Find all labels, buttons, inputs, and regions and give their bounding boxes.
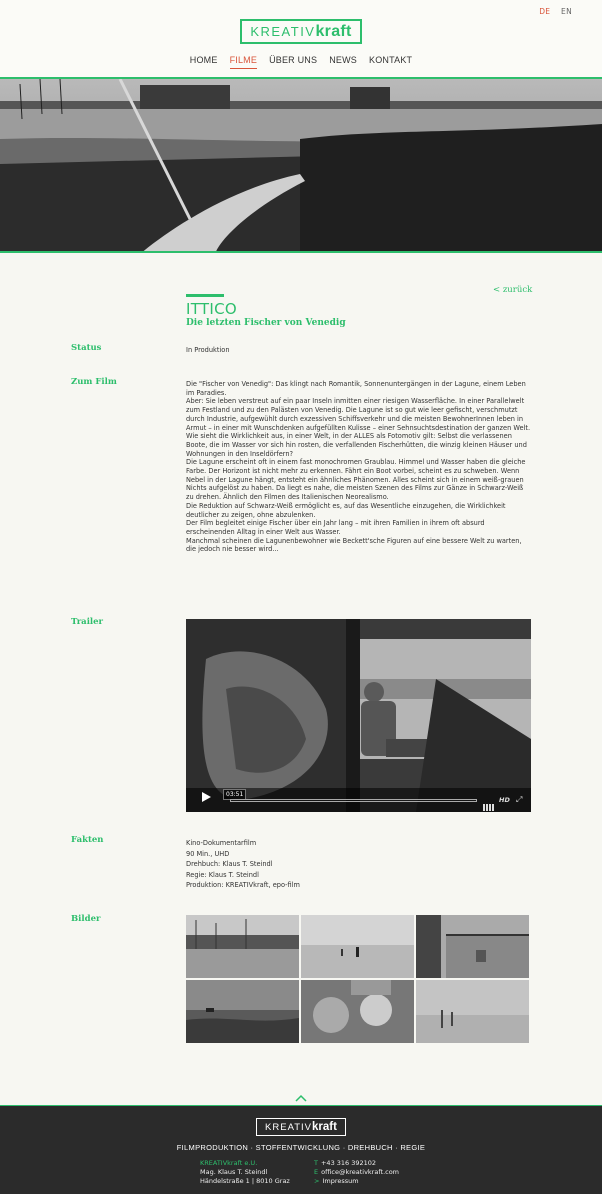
facts-list (186, 838, 300, 891)
nav-news[interactable]: NEWS (329, 55, 357, 65)
video-duration: 03:51 (223, 789, 246, 800)
story-paragraph: Manchmal scheinen die Lagunenbewohner wie Beckett'sche Figuren auf eine bessere Welt zu warten, die jedoch nie besser wird... (186, 536, 522, 554)
status-label: Status (71, 343, 102, 353)
story-paragraph: Wie sieht die Wirklichkeit aus, in einer Welt, in der ALLES als Fotomotiv gilt: Selbst die verlassenen Boote, die im Wasser vor sich hin rosten, die verfallenden Fischerhütten, die winzig kleinen Häuser und Wohnungen in den Inseldörfern? (186, 432, 527, 458)
email-link[interactable]: office@kreativkraft.com (321, 1168, 400, 1176)
gallery-image[interactable] (186, 915, 299, 978)
film-description-label: Zum Film (71, 377, 117, 387)
facts-label: Fakten (71, 835, 104, 845)
contact-person: Mag. Klaus T. Steindl (200, 1168, 268, 1176)
nav-ueber-uns[interactable]: ÜBER UNS (269, 55, 318, 65)
footer-services: FILMPRODUKTION · STOFFENTWICKLUNG · DREHBUCH · REGIE (176, 1143, 426, 1152)
volume-icon[interactable] (483, 796, 495, 803)
fact-item: Produktion: KREATIVkraft, epo-film (186, 881, 300, 889)
fact-item: Drehbuch: Klaus T. Steindl (186, 860, 273, 868)
back-link[interactable]: < zurück (493, 285, 533, 295)
story-paragraph: Die "Fischer von Venedig": Das klingt nach Romantik, Sonnenuntergängen in der Lagune, einem Leben im Paradies. (186, 380, 526, 397)
language-switcher (531, 7, 572, 16)
trailer-video-player[interactable] (186, 619, 531, 812)
images-label: Bilder (71, 914, 101, 924)
film-subtitle: Die letzten Fischer von Venedig (186, 318, 346, 328)
lang-en[interactable]: EN (561, 7, 572, 16)
footer-address (200, 1159, 290, 1186)
street-address: Händelstraße 1 | 8010 Graz (200, 1177, 290, 1185)
hd-toggle[interactable]: HD (499, 796, 510, 804)
phone-link[interactable]: +43 316 392102 (320, 1159, 377, 1167)
play-icon[interactable] (202, 792, 211, 802)
logo-text-bold: kraft (315, 22, 352, 40)
nav-kontakt[interactable]: KONTAKT (369, 55, 413, 65)
video-frame (186, 619, 531, 812)
status-value: In Produktion (186, 346, 230, 354)
lang-de[interactable]: DE (539, 7, 551, 16)
gallery-image[interactable] (301, 980, 414, 1043)
story-paragraph: Aber: Sie leben verstreut auf ein paar Inseln inmitten einer riesigen Wasserfläche. In einer Parallelwelt zum Festland und zu den Palästen von Venedig. Die Lagune ist so gut wie leer gefischt, verschmutzt durch Industrie, aufgewühlt durch exzessiven Schiffsverkehr und die meisten BewohnerInnen leben in Armut – in einer mit Wunschdenken aufgefüllten Kulisse – einer Sehnsuchtsdestination der ganzen Welt. (186, 397, 531, 432)
video-progress-bar[interactable] (230, 799, 477, 802)
phone-prefix: T (314, 1159, 318, 1167)
hero-image (0, 79, 602, 251)
footer-logo-bold: kraft (312, 1121, 337, 1133)
hero-divider (0, 251, 602, 253)
hero-photo (0, 79, 602, 251)
nav-home[interactable]: HOME (189, 55, 218, 65)
site-header (0, 0, 602, 78)
gallery-image[interactable] (416, 915, 529, 978)
film-title: ITTICO (186, 300, 237, 318)
email-prefix: E (314, 1168, 319, 1176)
imprint-prefix: > (314, 1177, 320, 1185)
fact-item: 90 Min., UHD (186, 849, 230, 858)
gallery-image[interactable] (186, 980, 299, 1043)
trailer-label: Trailer (71, 617, 104, 627)
imprint-link[interactable]: Impressum (322, 1177, 359, 1185)
story-paragraph: Der Film begleitet einige Fischer über ein Jahr lang – mit ihren Familien in ihrem oft absurd erscheinenden Alltag in einer Welt aus Wasser. (186, 519, 485, 536)
site-footer (0, 1106, 602, 1194)
story-paragraph: Die Reduktion auf Schwarz-Weiß ermöglicht es, auf das Wesentliche einzugehen, die Wirklichkeit deutlicher zu zeigen, ohne abzulenken. (186, 501, 506, 519)
gallery-image[interactable] (416, 980, 529, 1043)
footer-logo[interactable] (256, 1118, 346, 1136)
site-logo[interactable] (240, 19, 362, 44)
company-name: KREATIVkraft e.U. (200, 1159, 258, 1167)
scroll-top-icon[interactable] (295, 1092, 307, 1104)
footer-contact (314, 1159, 399, 1186)
film-description (186, 380, 531, 554)
fact-item: Kino-Dokumentarfilm (186, 839, 257, 847)
title-accent-bar (186, 294, 224, 297)
fact-item: Regie: Klaus T. Steindl (186, 870, 259, 879)
story-paragraph: Die Lagune erscheint oft in einem fast monochromen Graublau. Himmel und Wasser haben die gleiche Farbe. Der Horizont ist nicht mehr zu erkennen. Fährt ein Boot vorbei, scheint es zu schweben. Wenn Nebel in der Lagune hängt, entsteht ein ähnliches Phänomen. Alles scheint sich in einem weiß-grauen Nichts aufgelöst zu haben. Da liegt es nahe, die meisten Szenen des Films zur Gänze in Schwarz-Weiß zu drehen. Ähnlich den Filmen des Italienischen Neorealismo. (186, 458, 526, 502)
main-nav (0, 55, 602, 69)
fullscreen-icon[interactable]: ⤢ (516, 795, 523, 804)
image-gallery (186, 915, 531, 1043)
gallery-image[interactable] (301, 915, 414, 978)
footer-logo-thin: KREATIV (265, 1121, 312, 1133)
nav-filme[interactable]: FILME (230, 55, 258, 69)
logo-text-thin: KREATIV (250, 24, 316, 39)
